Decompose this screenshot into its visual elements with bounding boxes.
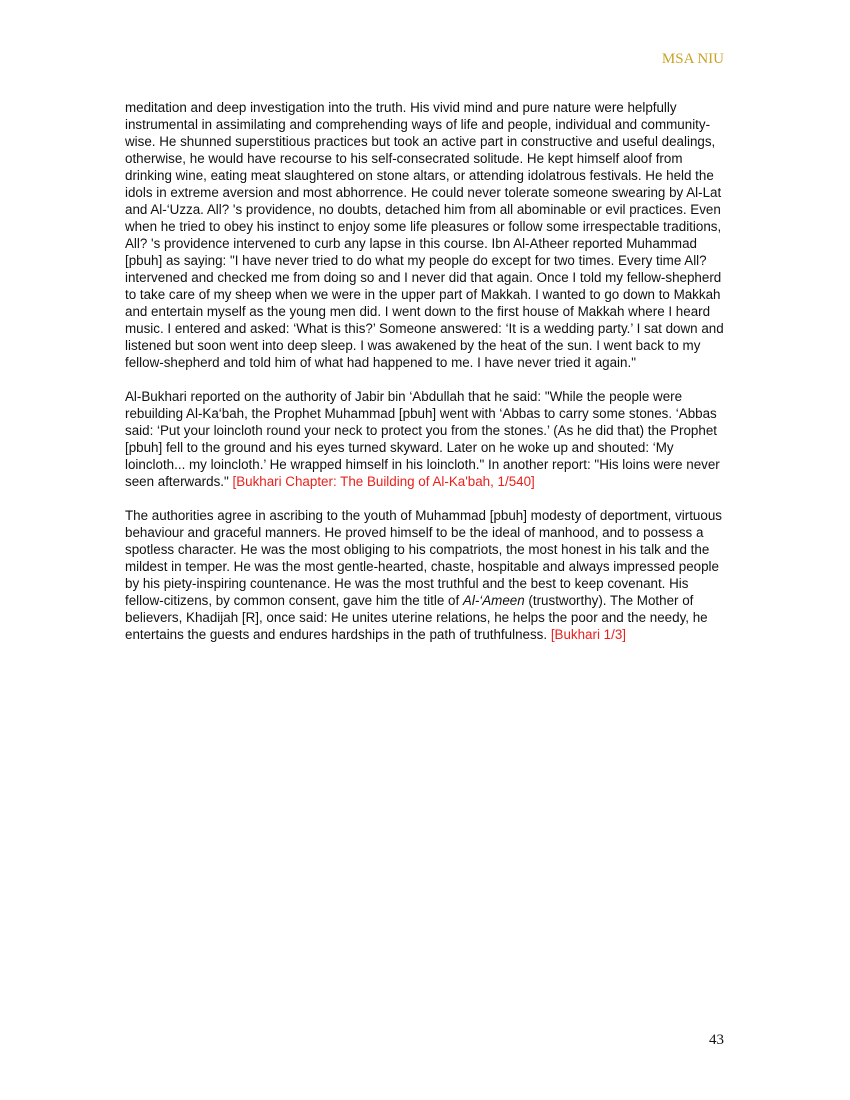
al-ameen-title: Al-‘Ameen [462,593,525,608]
paragraph-3-text-start: The authorities agree in ascribing to the youth of Muhammad [pbuh] modesty of deportment, virtuous behaviour and graceful manners. He proved himself to be the ideal of manhood, and to possess a spotless character. He was the most obliging to his compatriots, the most honest in his talk and the mildest in temper. He was the most gentle-hearted, chaste, hospitable and always impressed people by his piety-inspiring countenance. He was the most truthful and the best to keep covenant. His fellow-citizens, by common consent, gave him the title of [125,508,722,608]
citation-bukhari-1-3: [Bukhari 1/3] [550,627,626,642]
paragraph-2 [125,388,730,490]
paragraph-2-text: Al-Bukhari reported on the authority of Jabir bin ‘Abdullah that he said: "While the people were rebuilding Al-Ka‘bah, the Prophet Muhammad [pbuh] went with ‘Abbas to carry some stones. ‘Abbas said: ‘Put your loincloth round your neck to protect you from the stones.’ (As he did that) the Prophet [pbuh] fell to the ground and his eyes turned skyward. Later on he woke up and shouted: ‘My loincloth... my loincloth.’ He wrapped himself in his loincloth." In another report: "His loins were never seen afterwards." [125,389,720,489]
running-header: MSA NIU [661,51,724,67]
paragraph-1 [125,99,730,371]
paragraph-3-text-end: (trustworthy). The Mother of believers, Khadijah [R], once said: He unites uterine relations, he helps the poor and the needy, he entertains the guests and endures hardships in the path of truthfulness. [125,593,708,642]
page-number: 43 [709,1032,724,1048]
paragraph-1-text: meditation and deep investigation into the truth. His vivid mind and pure nature were helpfully instrumental in assimilating and comprehending ways of life and people, individual and community-wise. He shunned superstitious practices but took an active part in constructive and useful dealings, otherwise, he would have recourse to his self-consecrated solitude. He kept himself aloof from drinking wine, eating meat slaughtered on stone altars, or attending idolatrous festivals. He held the idols in extreme aversion and most abhorrence. He could never tolerate someone swearing by Al-Lat and Al-‘Uzza. All? 's providence, no doubts, detached him from all abominable or evil practices. Even when he tried to obey his instinct to enjoy some life pleasures or follow some irrespectable traditions, All? 's providence intervened to curb any lapse in this course. Ibn Al-Atheer reported Muhammad [pbuh] as saying: "I have never tried to do what my people do except for two times. Every time All? intervened and checked me from doing so and I never did that again. Once I told my fellow-shepherd to take care of my sheep when we were in the upper part of Makkah. I wanted to go down to Makkah and entertain myself as the young men did. I went down to the first house of Makkah where I heard music. I entered and asked: ‘What is this?’ Someone answered: ‘It is a wedding party.’ I sat down and listened but soon went into deep sleep. I was awakened by the heat of the sun. I went back to my fellow-shepherd and told him of what had happened to me. I have never tried it again." [125,100,724,370]
body-text [125,99,730,660]
citation-bukhari-kabah: [Bukhari Chapter: The Building of Al-Ka'bah, 1/540] [232,474,535,489]
paragraph-3 [125,507,730,643]
